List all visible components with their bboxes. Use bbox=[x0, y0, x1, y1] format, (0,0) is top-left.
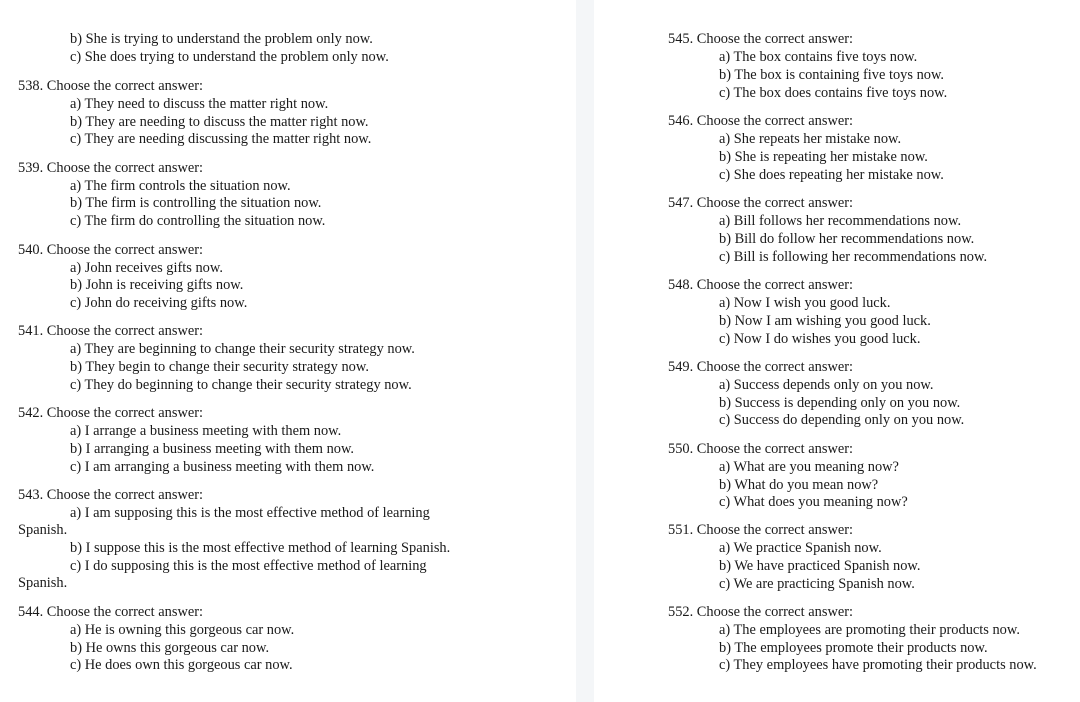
question-prompt: 539. Choose the correct answer: bbox=[18, 160, 204, 176]
page-gutter bbox=[576, 0, 594, 702]
option-line: b) John is receiving gifts now. bbox=[70, 277, 244, 293]
option-line: a) He is owning this gorgeous car now. bbox=[70, 622, 295, 638]
option-line: c) They do beginning to change their security strategy now. bbox=[70, 377, 412, 393]
option-line: c) We are practicing Spanish now. bbox=[719, 576, 915, 592]
question-prompt: 548. Choose the correct answer: bbox=[668, 277, 854, 293]
option-line: a) The firm controls the situation now. bbox=[70, 178, 291, 194]
question-prompt: 540. Choose the correct answer: bbox=[18, 242, 204, 258]
option-line: b) Bill do follow her recommendations now. bbox=[719, 231, 975, 247]
option-line: c) Success do depending only on you now. bbox=[719, 412, 965, 428]
option-line: b) They begin to change their security strategy now. bbox=[70, 359, 369, 375]
question-prompt: 552. Choose the correct answer: bbox=[668, 604, 854, 620]
question-prompt: 547. Choose the correct answer: bbox=[668, 195, 854, 211]
option-line: a) I arrange a business meeting with them now. bbox=[70, 423, 342, 439]
option-line: a) She repeats her mistake now. bbox=[719, 131, 902, 147]
option-line: c) Bill is following her recommendations now. bbox=[719, 249, 988, 265]
option-line: c) John do receiving gifts now. bbox=[70, 295, 248, 311]
option-line: b) What do you mean now? bbox=[719, 477, 879, 493]
question-prompt: 544. Choose the correct answer: bbox=[18, 604, 204, 620]
question-prompt: 549. Choose the correct answer: bbox=[668, 359, 854, 375]
option-line: c) The box does contains five toys now. bbox=[719, 85, 948, 101]
option-line: b) I arranging a business meeting with them now. bbox=[70, 441, 355, 457]
question-prompt: 538. Choose the correct answer: bbox=[18, 78, 204, 94]
option-line: a) The box contains five toys now. bbox=[719, 49, 918, 65]
option-line: c) She does trying to understand the problem only now. bbox=[70, 49, 389, 65]
option-line: b) She is repeating her mistake now. bbox=[719, 149, 928, 165]
option-line: b) The firm is controlling the situation now. bbox=[70, 195, 322, 211]
option-line: c) What does you meaning now? bbox=[719, 494, 908, 510]
option-line: c) They are needing discussing the matter right now. bbox=[70, 131, 372, 147]
option-line: b) They are needing to discuss the matter right now. bbox=[70, 114, 369, 130]
option-line: a) Now I wish you good luck. bbox=[719, 295, 891, 311]
option-line: a) I am supposing this is the most effective method of learning bbox=[70, 505, 430, 521]
option-line: a) What are you meaning now? bbox=[719, 459, 899, 475]
option-line: c) Now I do wishes you good luck. bbox=[719, 331, 921, 347]
question-prompt: 546. Choose the correct answer: bbox=[668, 113, 854, 129]
option-line: b) The employees promote their products now. bbox=[719, 640, 988, 656]
option-line: a) The employees are promoting their products now. bbox=[719, 622, 1020, 638]
option-line: a) They are beginning to change their security strategy now. bbox=[70, 341, 415, 357]
option-line: b) The box is containing five toys now. bbox=[719, 67, 945, 83]
option-line-wrap: Spanish. bbox=[18, 575, 68, 591]
question-prompt: 545. Choose the correct answer: bbox=[668, 31, 854, 47]
option-line: b) Success is depending only on you now. bbox=[719, 395, 961, 411]
option-line: a) Success depends only on you now. bbox=[719, 377, 934, 393]
option-line: b) He owns this gorgeous car now. bbox=[70, 640, 270, 656]
question-prompt: 542. Choose the correct answer: bbox=[18, 405, 204, 421]
option-line: c) She does repeating her mistake now. bbox=[719, 167, 944, 183]
option-line: c) The firm do controlling the situation now. bbox=[70, 213, 326, 229]
option-line: b) We have practiced Spanish now. bbox=[719, 558, 921, 574]
option-line: c) He does own this gorgeous car now. bbox=[70, 657, 293, 673]
question-prompt: 541. Choose the correct answer: bbox=[18, 323, 204, 339]
option-line: a) John receives gifts now. bbox=[70, 260, 223, 276]
option-line: c) I do supposing this is the most effective method of learning bbox=[70, 558, 427, 574]
question-prompt: 551. Choose the correct answer: bbox=[668, 522, 854, 538]
question-prompt: 550. Choose the correct answer: bbox=[668, 441, 854, 457]
option-line: a) They need to discuss the matter right now. bbox=[70, 96, 329, 112]
option-line-wrap: Spanish. bbox=[18, 522, 68, 538]
option-line: b) Now I am wishing you good luck. bbox=[719, 313, 931, 329]
option-line: b) She is trying to understand the problem only now. bbox=[70, 31, 373, 47]
option-line: c) I am arranging a business meeting with them now. bbox=[70, 459, 375, 475]
question-prompt: 543. Choose the correct answer: bbox=[18, 487, 204, 503]
option-line: c) They employees have promoting their products now. bbox=[719, 657, 1037, 673]
option-line: b) I suppose this is the most effective method of learning Spanish. bbox=[70, 540, 451, 556]
option-line: a) Bill follows her recommendations now. bbox=[719, 213, 962, 229]
option-line: a) We practice Spanish now. bbox=[719, 540, 882, 556]
